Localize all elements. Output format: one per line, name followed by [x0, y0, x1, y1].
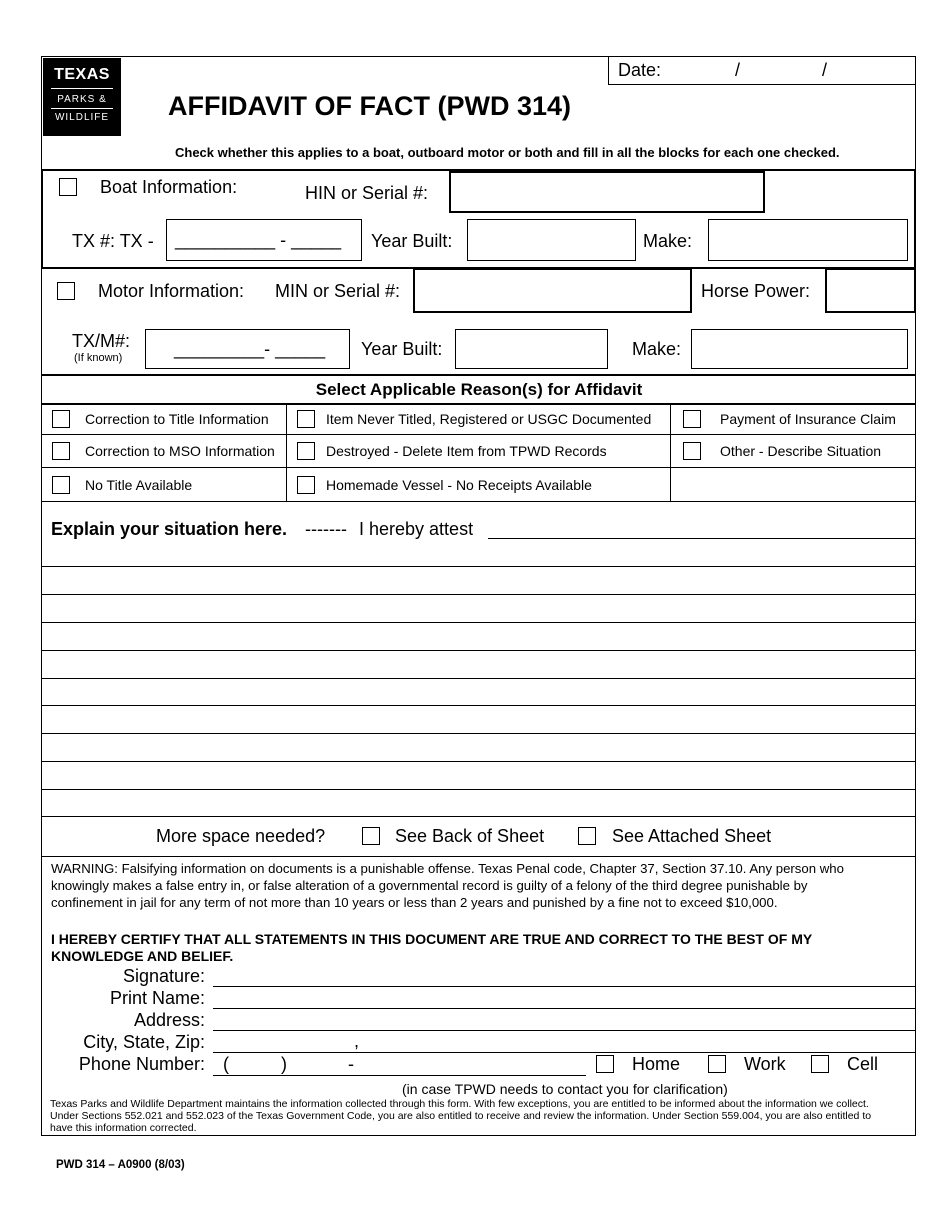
contact-note: (in case TPWD needs to contact you for clarification): [402, 1081, 728, 1097]
phone-line[interactable]: [213, 1075, 586, 1076]
form-id: PWD 314 – A0900 (8/03): [56, 1159, 185, 1171]
horse-power-label: Horse Power:: [701, 281, 811, 301]
logo-text: WILDLIFE: [54, 112, 110, 123]
signature-line[interactable]: [213, 986, 916, 987]
city-state-zip-label: City, State, Zip:: [83, 1032, 205, 1052]
explain-line[interactable]: [41, 705, 916, 706]
certify-line: KNOWLEDGE AND BELIEF.: [51, 948, 234, 964]
date-separator: /: [735, 60, 741, 80]
explain-label: Explain your situation here.: [51, 519, 288, 539]
explain-line[interactable]: [41, 594, 916, 595]
reason-label: Correction to MSO Information: [85, 443, 275, 459]
cell-phone-label: Cell: [847, 1054, 879, 1074]
horse-power-input[interactable]: [825, 268, 916, 313]
cell-phone-checkbox[interactable]: [811, 1055, 829, 1073]
reason-label: Destroyed - Delete Item from TPWD Records: [326, 443, 607, 459]
phone-paren-close: ): [281, 1054, 287, 1074]
certify-text: [51, 931, 913, 965]
hin-label: HIN or Serial #:: [305, 183, 429, 203]
back-of-sheet-label: See Back of Sheet: [395, 826, 545, 846]
home-phone-label: Home: [632, 1054, 681, 1074]
reason-label: No Title Available: [85, 477, 193, 493]
reason-checkbox[interactable]: [683, 410, 701, 428]
motor-make-input[interactable]: [691, 329, 908, 369]
certify-line: I HEREBY CERTIFY THAT ALL STATEMENTS IN THIS DOCUMENT ARE TRUE AND CORRECT TO THE BEST OF MY: [51, 931, 813, 947]
attest-line[interactable]: [488, 538, 916, 539]
phone-label: Phone Number:: [78, 1054, 205, 1074]
explain-line[interactable]: [41, 650, 916, 651]
privacy-text: [50, 1098, 912, 1134]
tx-number-pattern: __________ - _____: [175, 230, 342, 250]
explain-line[interactable]: [41, 733, 916, 734]
boat-make-input[interactable]: [708, 219, 908, 261]
motor-year-input[interactable]: [455, 329, 608, 369]
back-of-sheet-checkbox[interactable]: [362, 827, 380, 845]
logo-text: TEXAS: [54, 66, 110, 83]
reason-checkbox[interactable]: [52, 476, 70, 494]
reason-checkbox[interactable]: [297, 410, 315, 428]
warning-line: WARNING: Falsifying information on documents is a punishable offense. Texas Penal code, Chapter 37, Section 37.10. Any person who: [51, 861, 844, 876]
motor-year-label: Year Built:: [361, 339, 443, 359]
min-label: MIN or Serial #:: [275, 281, 401, 301]
privacy-line: Texas Parks and Wildlife Department maintains the information collected through this form. With few exceptions, you are entitled to be informed about the information we collect.: [50, 1098, 869, 1110]
tx-label: TX #: TX -: [72, 231, 154, 251]
hin-input[interactable]: [449, 171, 765, 213]
txm-label: TX/M#:: [72, 331, 131, 351]
explain-line[interactable]: [41, 566, 916, 567]
reason-label: Correction to Title Information: [85, 411, 269, 427]
attached-sheet-checkbox[interactable]: [578, 827, 596, 845]
motor-checkbox[interactable]: [57, 282, 75, 300]
explain-line[interactable]: [41, 622, 916, 623]
print-name-line[interactable]: [213, 1008, 916, 1009]
motor-make-label: Make:: [632, 339, 682, 359]
reasons-heading: Select Applicable Reason(s) for Affidavit: [315, 380, 643, 399]
reason-checkbox[interactable]: [52, 410, 70, 428]
reason-label: Homemade Vessel - No Receipts Available: [326, 477, 592, 493]
motor-info-label: Motor Information:: [98, 281, 245, 301]
explain-line[interactable]: [41, 816, 916, 817]
logo-text: PARKS &: [57, 94, 107, 105]
reason-label: Item Never Titled, Registered or USGC Documented: [326, 411, 652, 427]
privacy-line: have this information corrected.: [50, 1122, 197, 1134]
address-line[interactable]: [213, 1030, 916, 1031]
attest-label: I hereby attest: [359, 519, 474, 539]
min-input[interactable]: [413, 268, 692, 313]
explain-line[interactable]: [41, 761, 916, 762]
explain-line[interactable]: [41, 789, 916, 790]
home-phone-checkbox[interactable]: [596, 1055, 614, 1073]
reason-checkbox[interactable]: [297, 476, 315, 494]
address-label: Address:: [133, 1010, 205, 1030]
boat-checkbox[interactable]: [59, 178, 77, 196]
reason-checkbox[interactable]: [52, 442, 70, 460]
reason-checkbox[interactable]: [683, 442, 701, 460]
warning-text: [51, 860, 913, 911]
date-label: Date:: [618, 60, 662, 80]
city-state-zip-line[interactable]: [213, 1052, 916, 1053]
instruction-text: Check whether this applies to a boat, outboard motor or both and fill in all the blocks for each one checked.: [175, 145, 840, 160]
tpwd-logo: [43, 58, 121, 136]
boat-year-label: Year Built:: [371, 231, 453, 251]
reason-label: Payment of Insurance Claim: [720, 411, 896, 427]
explain-line[interactable]: [41, 678, 916, 679]
reason-checkbox[interactable]: [297, 442, 315, 460]
boat-year-input[interactable]: [467, 219, 636, 261]
date-separator: /: [822, 60, 828, 80]
txm-note: (If known): [74, 352, 123, 364]
date-input[interactable]: [670, 58, 910, 82]
city-comma: ,: [354, 1031, 360, 1051]
txm-number-pattern: _________- _____: [174, 339, 326, 359]
work-phone-label: Work: [744, 1054, 786, 1074]
privacy-line: Under Sections 552.021 and 552.023 of the Texas Government Code, you are also entitled to receive and review the information. Under Section 559.004, you are also entitled to: [50, 1110, 872, 1122]
signature-label: Signature:: [122, 966, 205, 986]
work-phone-checkbox[interactable]: [708, 1055, 726, 1073]
phone-dash: -: [348, 1054, 354, 1074]
boat-info-label: Boat Information:: [100, 177, 238, 197]
phone-paren-open: (: [223, 1054, 229, 1074]
warning-line: knowingly makes a false entry in, or false alteration of a governmental record is guilty of a felony of the third degree punishable by: [51, 878, 808, 893]
explain-dashes: -------: [305, 519, 347, 539]
attached-sheet-label: See Attached Sheet: [612, 826, 772, 846]
print-name-label: Print Name:: [109, 988, 205, 1008]
boat-make-label: Make:: [643, 231, 693, 251]
page-title: AFFIDAVIT OF FACT (PWD 314): [168, 91, 571, 121]
more-space-label: More space needed?: [156, 826, 326, 846]
reason-label: Other - Describe Situation: [720, 443, 882, 459]
warning-line: confinement in jail for any term of not more than 10 years or less than 2 years and punished by a fine not to exceed $10,000.: [51, 895, 778, 910]
